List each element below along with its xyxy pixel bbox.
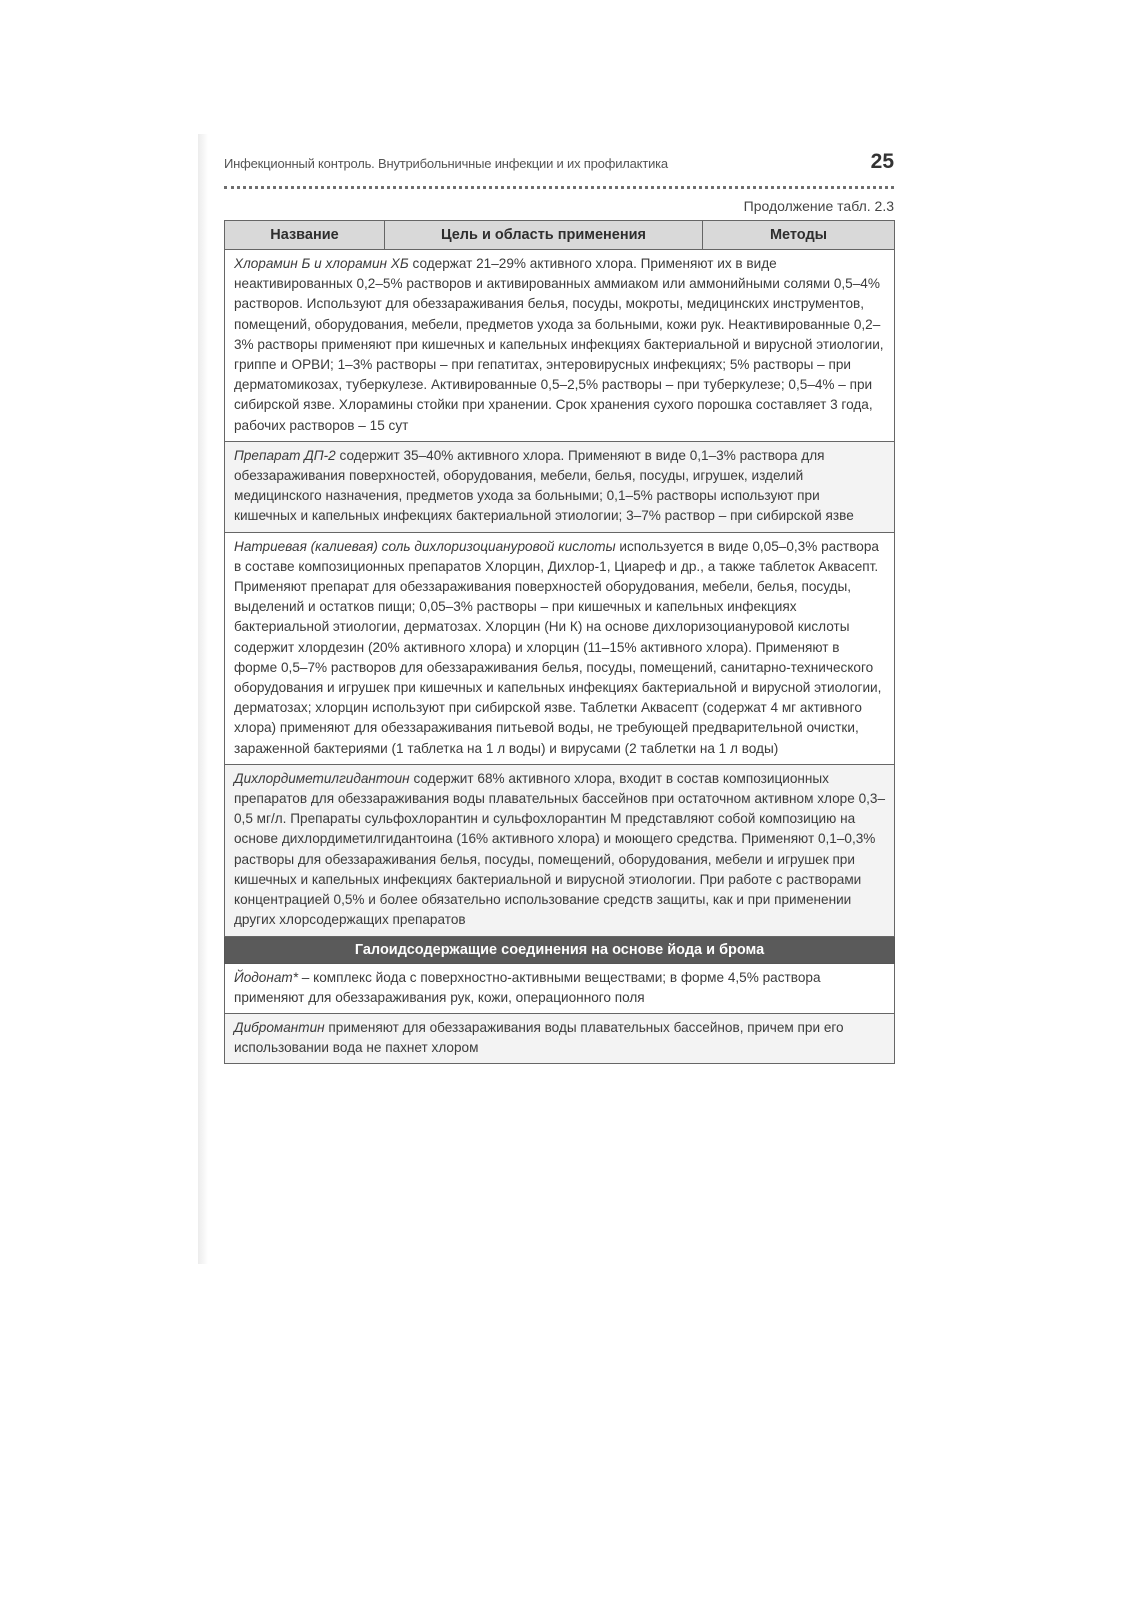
table-entry-dichlorodimethylhydantoin <box>225 764 895 936</box>
table-continuation-note: Продолжение табл. 2.3 <box>743 198 894 214</box>
entry-name: Дибромантин <box>234 1019 325 1035</box>
section-heading-row <box>225 936 895 963</box>
entry-text: – комплекс йода с поверхностно-активными веществами; в форме 4,5% раствора применяют для обеззараживания рук, кожи, операционного поля <box>234 969 821 1005</box>
page-edge-shadow <box>198 134 208 1264</box>
column-header-methods: Методы <box>703 221 895 250</box>
table-row <box>225 1013 895 1063</box>
column-header-purpose: Цель и область применения <box>385 221 703 250</box>
column-header-name: Название <box>225 221 385 250</box>
running-header <box>224 150 894 189</box>
table-entry-chloramine <box>225 250 895 442</box>
table-entry-iodonat <box>225 963 895 1013</box>
entry-name: Йодонат* <box>234 969 299 985</box>
table-row <box>225 532 895 764</box>
table-row <box>225 963 895 1013</box>
table-row <box>225 764 895 936</box>
entry-text: содержат 21–29% активного хлора. Применяют их в виде неактивированных 0,2–5% растворов и активированных аммиаком или аммонийными солями 0,5–4% растворов. Используют для обеззараживания белья, посуды, мокроты, медицинских инструментов, помещений, оборудования, мебели, предметов ухода за больными, кожи рук. Неактивированные 0,2–3% растворы применяют при кишечных и капельных инфекциях бактериальной и вирусной этиологии, гриппе и ОРВИ; 1–3% растворы – при гепатитах, энтеровирусных инфекциях; 5% растворы – при дерматомикозах, туберкулезе. Активированные 0,5–2,5% растворы – при туберкулезе; 0,5–4% – при сибирской язве. Хлорамины стойки при хранении. Срок хранения сухого порошка составляет 3 года, рабочих растворов – 15 сут <box>234 256 884 433</box>
entry-name: Натриевая (калиевая) соль дихлоризоциануровой кислоты <box>234 538 616 554</box>
table-row <box>225 441 895 532</box>
running-title: Инфекционный контроль. Внутрибольничные инфекции и их профилактика <box>224 156 668 171</box>
table-entry-dp2 <box>225 441 895 532</box>
table-row <box>225 250 895 442</box>
table-header <box>225 221 895 250</box>
table-entry-dichloroisocyanurate <box>225 532 895 764</box>
section-heading: Галоидсодержащие соединения на основе йода и брома <box>225 936 895 963</box>
entry-text: используется в виде 0,05–0,3% раствора в составе композиционных препаратов Хлорцин, Дихлор-1, Циареф и др., а также таблеток Аквасепт. Применяют препарат для обеззараживания поверхностей оборудования, мебели, белья, посуды, выделений и остатков пищи; 0,05–3% растворы – при кишечных и капельных инфекциях бактериальной этиологии, дерматозах. Хлорцин (Ни К) на основе дихлоризоциануровой кислоты содержит хлордезин (20% активного хлора) и хлорцин (11–15% активного хлора). Применяют в форме 0,5–7% растворов для обеззараживания белья, посуды, помещений, санитарно-технического оборудования и игрушек при кишечных и капельных инфекциях бактериальной и вирусной этиологии, дерматозах; хлорцин используют при сибирской язве. Таблетки Аквасепт (содержат 4 мг активного хлора) применяют для обеззараживания питьевой воды, не требующей предварительной очистки, зараженной бактериями (1 таблетка на 1 л воды) и вирусами (2 таблетки на 1 л воды) <box>234 538 882 756</box>
entry-text: содержит 35–40% активного хлора. Применяют в виде 0,1–3% раствора для обеззараживания поверхностей, оборудования, мебели, белья, посуды, игрушек, изделий медицинского назначения, предметов ухода за больными; 0,1–5% растворы используют при кишечных и капельных инфекциях бактериальной этиологии; 3–7% раствор – при сибирской язве <box>234 447 854 524</box>
page-number: 25 <box>870 150 894 173</box>
table-header-row <box>225 221 895 250</box>
entry-text: содержит 68% активного хлора, входит в состав композиционных препаратов для обеззараживания воды плавательных бассейнов при остаточном активном хлоре 0,3–0,5 мг/л. Препараты сульфохлорантин и сульфохлорантин М представляют собой композицию на основе дихлордиметилгидантоина (16% активного хлора) и моющего средства. Применяют 0,1–0,3% растворы для обеззараживания белья, посуды, помещений, оборудования, мебели и игрушек при кишечных и капельных инфекциях бактериальной и вирусной этиологии. При работе с растворами концентрацией 0,5% и более обязательно использование средств защиты, как и при применении других хлорсодержащих препаратов <box>234 770 886 928</box>
disinfectant-table <box>224 220 895 1064</box>
table-body <box>225 250 895 1064</box>
entry-name: Дихлордиметилгидантоин <box>234 770 410 786</box>
entry-name: Хлорамин Б и хлорамин ХБ <box>234 256 409 271</box>
entry-text: применяют для обеззараживания воды плавательных бассейнов, причем при его использовании вода не пахнет хлором <box>234 1019 844 1056</box>
entry-name: Препарат ДП-2 <box>234 447 336 463</box>
table-entry-dibromantin <box>225 1013 895 1063</box>
